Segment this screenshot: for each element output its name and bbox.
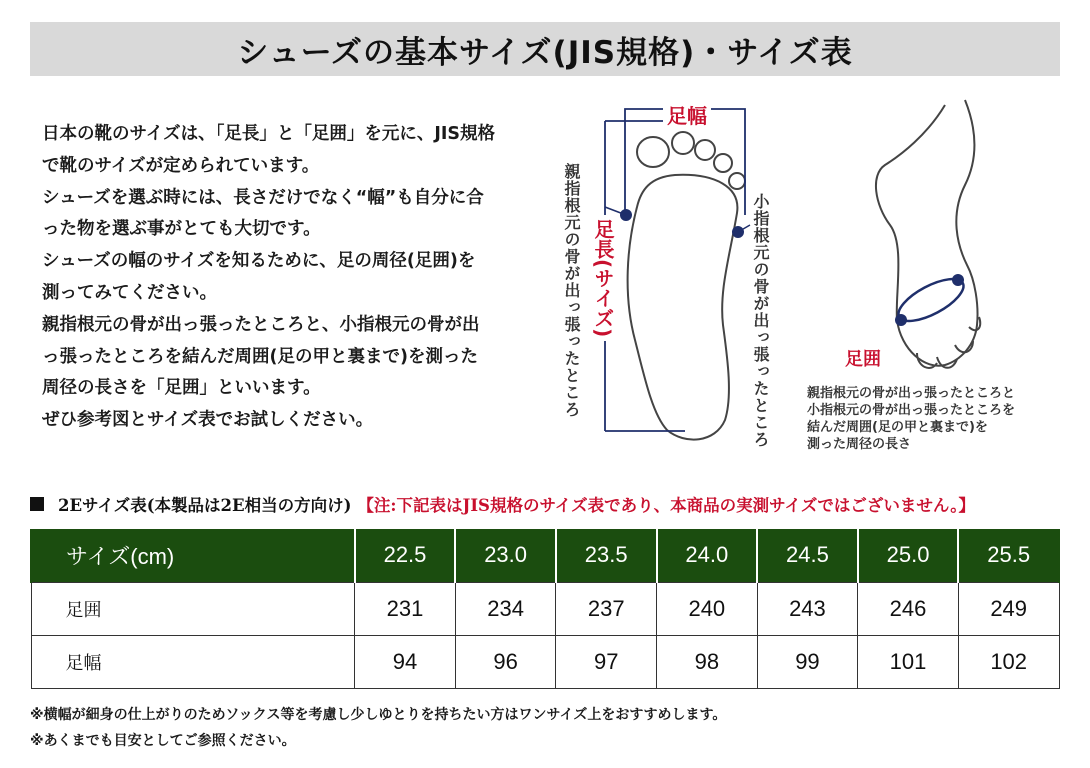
intro-line: った物を選ぶ事がとても大切です。: [42, 219, 321, 240]
caption-line: 結んだ周囲(足の甲と裏まで)を: [807, 420, 988, 435]
width-label: 足幅: [663, 100, 711, 129]
girth-caption: [807, 385, 1067, 453]
table-cell: 246: [858, 582, 959, 635]
size-header-label: サイズ(cm): [31, 529, 355, 582]
side-toe-4: [969, 317, 980, 330]
heading-square-icon: [30, 497, 44, 511]
table-cell: 231: [355, 582, 456, 635]
table-cell: 237: [556, 582, 657, 635]
intro-line: 周径の長さを「足囲」といいます。: [42, 378, 321, 399]
size-cell: 23.5: [556, 529, 657, 582]
toe-2: [672, 132, 694, 154]
table-cell: 249: [958, 582, 1059, 635]
size-cell: 24.0: [657, 529, 758, 582]
table-cell: 99: [757, 635, 858, 688]
toe-5: [729, 173, 745, 189]
toe-4: [714, 154, 732, 172]
size-cell: 25.0: [858, 529, 959, 582]
footnote: ※あくまでも目安としてご参照ください。: [30, 733, 296, 749]
foot-diagram: [545, 95, 1065, 475]
table-cell: 234: [455, 582, 556, 635]
row-label-width: 足幅: [31, 635, 355, 688]
girth-label: 足囲: [845, 349, 881, 370]
intro-line: シューズの幅のサイズを知るために、足の周径(足囲)を: [42, 251, 476, 272]
table-row-girth: [31, 582, 1059, 635]
length-label: 足長(サイズ): [589, 215, 618, 341]
page-title: シューズの基本サイズ(JIS規格)・サイズ表: [237, 34, 853, 71]
intro-line: ぜひ参考図とサイズ表でお試しください。: [42, 410, 374, 431]
size-cell: 24.5: [757, 529, 858, 582]
side-foot-outline: [876, 100, 978, 366]
table-cell: 102: [958, 635, 1059, 688]
toe-3: [695, 140, 715, 160]
table-cell: 101: [858, 635, 959, 688]
intro-text: [42, 119, 542, 437]
caption-line: 親指根元の骨が出っ張ったところと: [807, 386, 1016, 401]
caption-line: 小指根元の骨が出っ張ったところを: [807, 403, 1016, 418]
title-bar: [30, 22, 1060, 76]
table-heading-main: 2Eサイズ表(本製品は2E相当の方向け): [58, 496, 352, 515]
intro-line: 親指根元の骨が出っ張ったところと、小指根元の骨が出: [42, 314, 480, 335]
size-table: [30, 529, 1060, 689]
table-header-row: [31, 529, 1059, 582]
table-cell: 97: [556, 635, 657, 688]
table-heading-note: 【注:下記表はJIS規格のサイズ表であり、本商品の実測サイズではございません。】: [357, 496, 976, 515]
little-toe-label: 小指根元の骨が出っ張ったところ: [751, 193, 770, 448]
intro-line: 日本の靴のサイズは、「足長」と「足囲」を元に、JIS規格: [42, 124, 495, 144]
table-heading: [30, 491, 1070, 517]
table-cell: 98: [657, 635, 758, 688]
row-label-girth: 足囲: [31, 582, 355, 635]
size-cell: 23.0: [455, 529, 556, 582]
table-row-width: [31, 635, 1059, 688]
intro-line: っ張ったところを結んだ周囲(足の甲と裏まで)を測った: [42, 346, 478, 367]
girth-marker-right: [952, 274, 964, 286]
big-toe-label: 親指根元の骨が出っ張ったところ: [562, 163, 581, 418]
table-cell: 240: [657, 582, 758, 635]
size-cell: 25.5: [958, 529, 1059, 582]
intro-line: で靴のサイズが定められています。: [42, 155, 320, 176]
table-cell: 243: [757, 582, 858, 635]
footnote: ※横幅が細身の仕上がりのためソックス等を考慮し少しゆとりを持ちたい方はワンサイズ上をおすすめします。: [30, 707, 727, 723]
intro-line: 測ってみてください。: [42, 282, 217, 303]
footnotes: [30, 702, 726, 754]
caption-line: 測った周径の長さ: [807, 437, 912, 452]
table-cell: 94: [355, 635, 456, 688]
toe-big: [637, 137, 669, 167]
girth-marker-left: [895, 314, 907, 326]
sole-outline: [628, 175, 738, 440]
size-cell: 22.5: [355, 529, 456, 582]
table-cell: 96: [455, 635, 556, 688]
intro-line: シューズを選ぶ時には、長さだけでなく“幅”も自分に合: [42, 187, 484, 208]
